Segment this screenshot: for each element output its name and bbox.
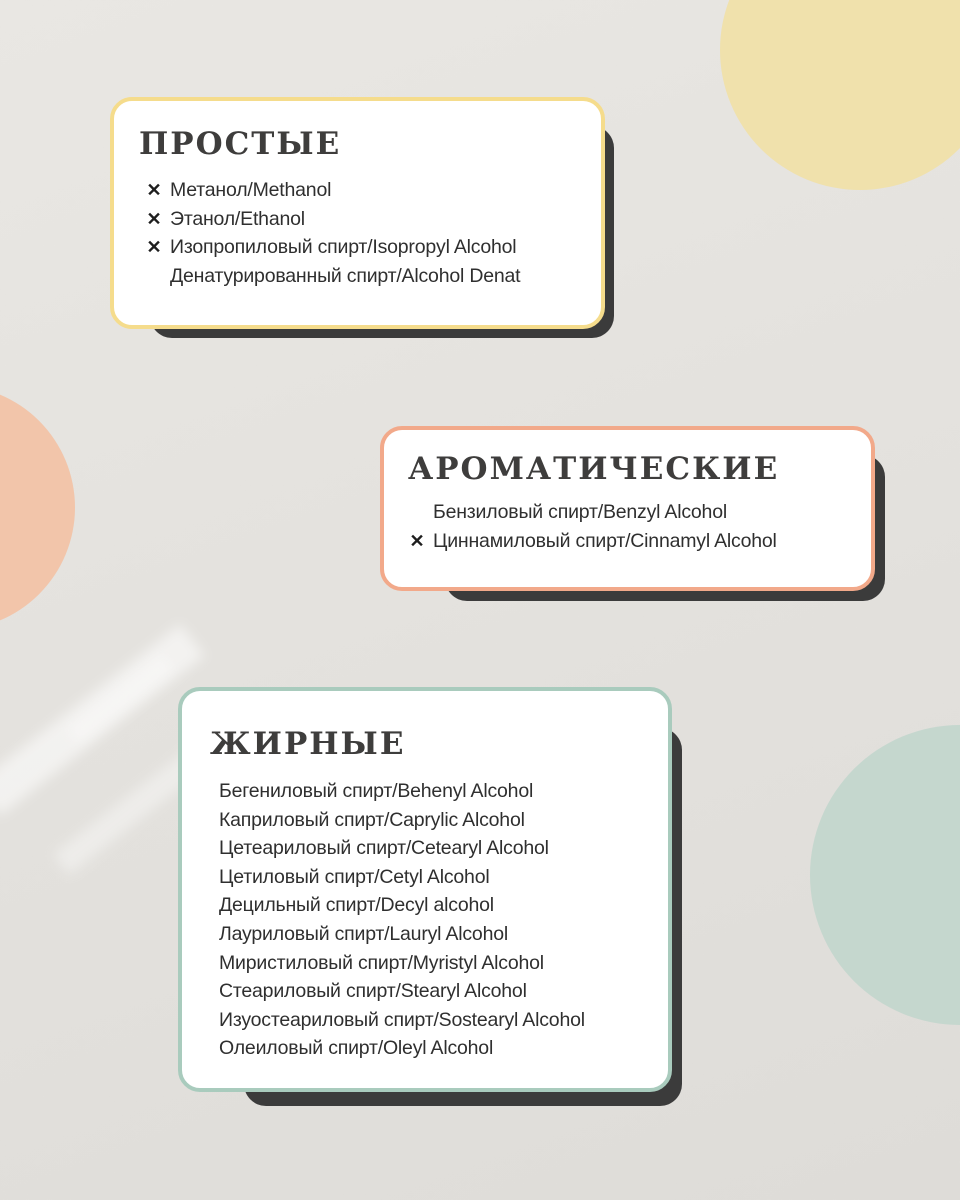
list-item-crossed [146,205,520,234]
item-text: Метанол/Methanol [170,179,332,201]
decorative-peach-circle [0,385,75,630]
list-item [219,920,585,949]
list-item-crossed [409,527,777,556]
card-title: ЖИРНЫЕ [210,726,406,762]
item-text: Каприловый спирт/Caprylic Alcohol [219,808,525,831]
item-text: Цетеариловый спирт/Cetearyl Alcohol [219,837,549,860]
cross-mark-icon: ✕ [146,237,162,258]
list-item [219,863,585,892]
cross-mark-icon: ✕ [409,530,425,551]
list-item [219,977,585,1006]
item-text: Изуостеариловый спирт/Sostearyl Alcohol [219,1008,585,1031]
item-text: Денатурированный спирт/Alcohol Denat [170,264,521,287]
item-text: Цетиловый спирт/Cetyl Alcohol [219,865,490,888]
list-item [219,834,585,863]
cross-mark-icon: ✕ [146,180,162,200]
alcohol-list [409,498,777,555]
list-item-crossed [146,233,520,262]
list-item [219,949,585,978]
item-text: Бензиловый спирт/Benzyl Alcohol [433,501,727,523]
list-item-crossed [146,176,520,205]
list-item [219,806,585,835]
decorative-yellow-circle [720,0,960,190]
alcohol-list [146,176,521,290]
card-title: АРОМАТИЧЕСКИЕ [408,451,780,487]
list-item [219,777,585,806]
list-item [219,1034,585,1063]
item-text: Бегениловый спирт/Behenyl Alcohol [219,780,534,802]
card-title: ПРОСТЫЕ [139,126,342,162]
list-item [219,1006,585,1035]
item-text: Децильный спирт/Decyl alcohol [219,894,494,917]
list-item [170,262,520,291]
item-text: Стеариловый спирт/Stearyl Alcohol [219,980,527,1003]
decorative-green-circle [810,725,960,1025]
item-text: Лауриловый спирт/Lauryl Alcohol [219,922,508,945]
item-text: Миристиловый спирт/Myristyl Alcohol [219,951,544,974]
item-text: Изопропиловый спирт/Isopropyl Alcohol [170,236,517,259]
item-text: Олеиловый спирт/Oleyl Alcohol [219,1037,494,1060]
item-text: Циннамиловый спирт/Cinnamyl Alcohol [433,529,777,552]
alcohol-list [219,777,585,1063]
cross-mark-icon: ✕ [146,208,162,229]
list-item [433,498,777,527]
list-item [219,891,585,920]
item-text: Этанол/Ethanol [170,207,305,230]
